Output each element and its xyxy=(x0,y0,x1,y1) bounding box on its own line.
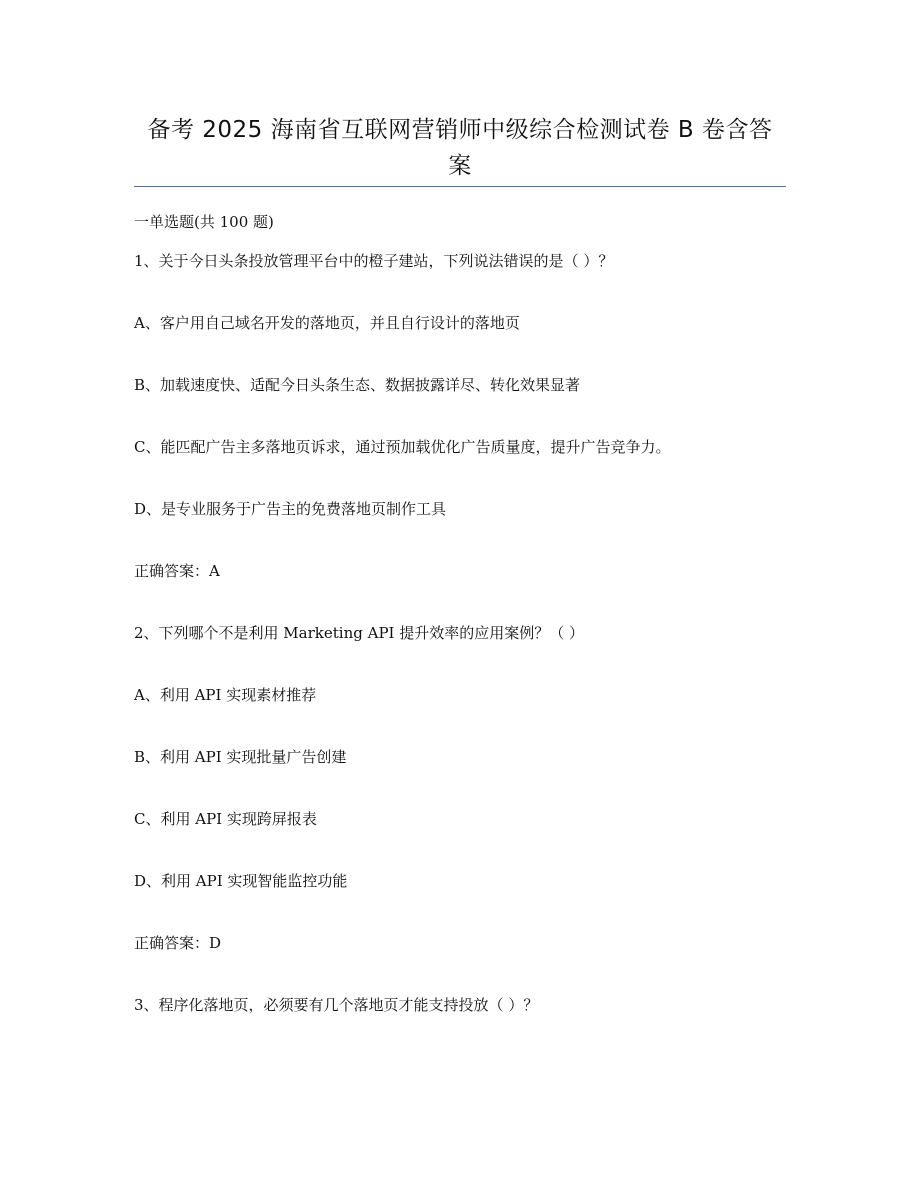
question-1-option-a: A、客户用自己域名开发的落地页，并且自行设计的落地页 xyxy=(134,314,520,332)
question-2-option-a: A、利用 API 实现素材推荐 xyxy=(134,686,317,704)
question-2-answer: 正确答案：D xyxy=(134,934,222,952)
title-underline xyxy=(134,186,786,187)
question-1-option-b: B、加载速度快、适配今日头条生态、数据披露详尽、转化效果显著 xyxy=(134,376,581,394)
question-1-answer: 正确答案：A xyxy=(134,562,220,580)
question-2-stem: 2、下列哪个不是利用 Marketing API 提升效率的应用案例？（ ） xyxy=(134,624,584,642)
document-title xyxy=(134,112,786,184)
question-3-stem: 3、程序化落地页，必须要有几个落地页才能支持投放（ ）？ xyxy=(134,996,539,1014)
question-2-option-c: C、利用 API 实现跨屏报表 xyxy=(134,810,317,828)
question-2-option-b: B、利用 API 实现批量广告创建 xyxy=(134,748,347,766)
document-title-line-2: 案 xyxy=(448,153,472,179)
question-1-option-c: C、能匹配广告主多落地页诉求，通过预加载优化广告质量度，提升广告竞争力。 xyxy=(134,438,671,456)
question-1-stem: 1、关于今日头条投放管理平台中的橙子建站，下列说法错误的是（ ）？ xyxy=(134,252,614,270)
question-1-option-d: D、是专业服务于广告主的免费落地页制作工具 xyxy=(134,500,447,518)
section-heading: 一单选题(共 100 题) xyxy=(134,213,274,231)
document-title-line-1: 备考 2025 海南省互联网营销师中级综合检测试卷 B 卷含答 xyxy=(147,117,773,143)
question-2-option-d: D、利用 API 实现智能监控功能 xyxy=(134,872,348,890)
